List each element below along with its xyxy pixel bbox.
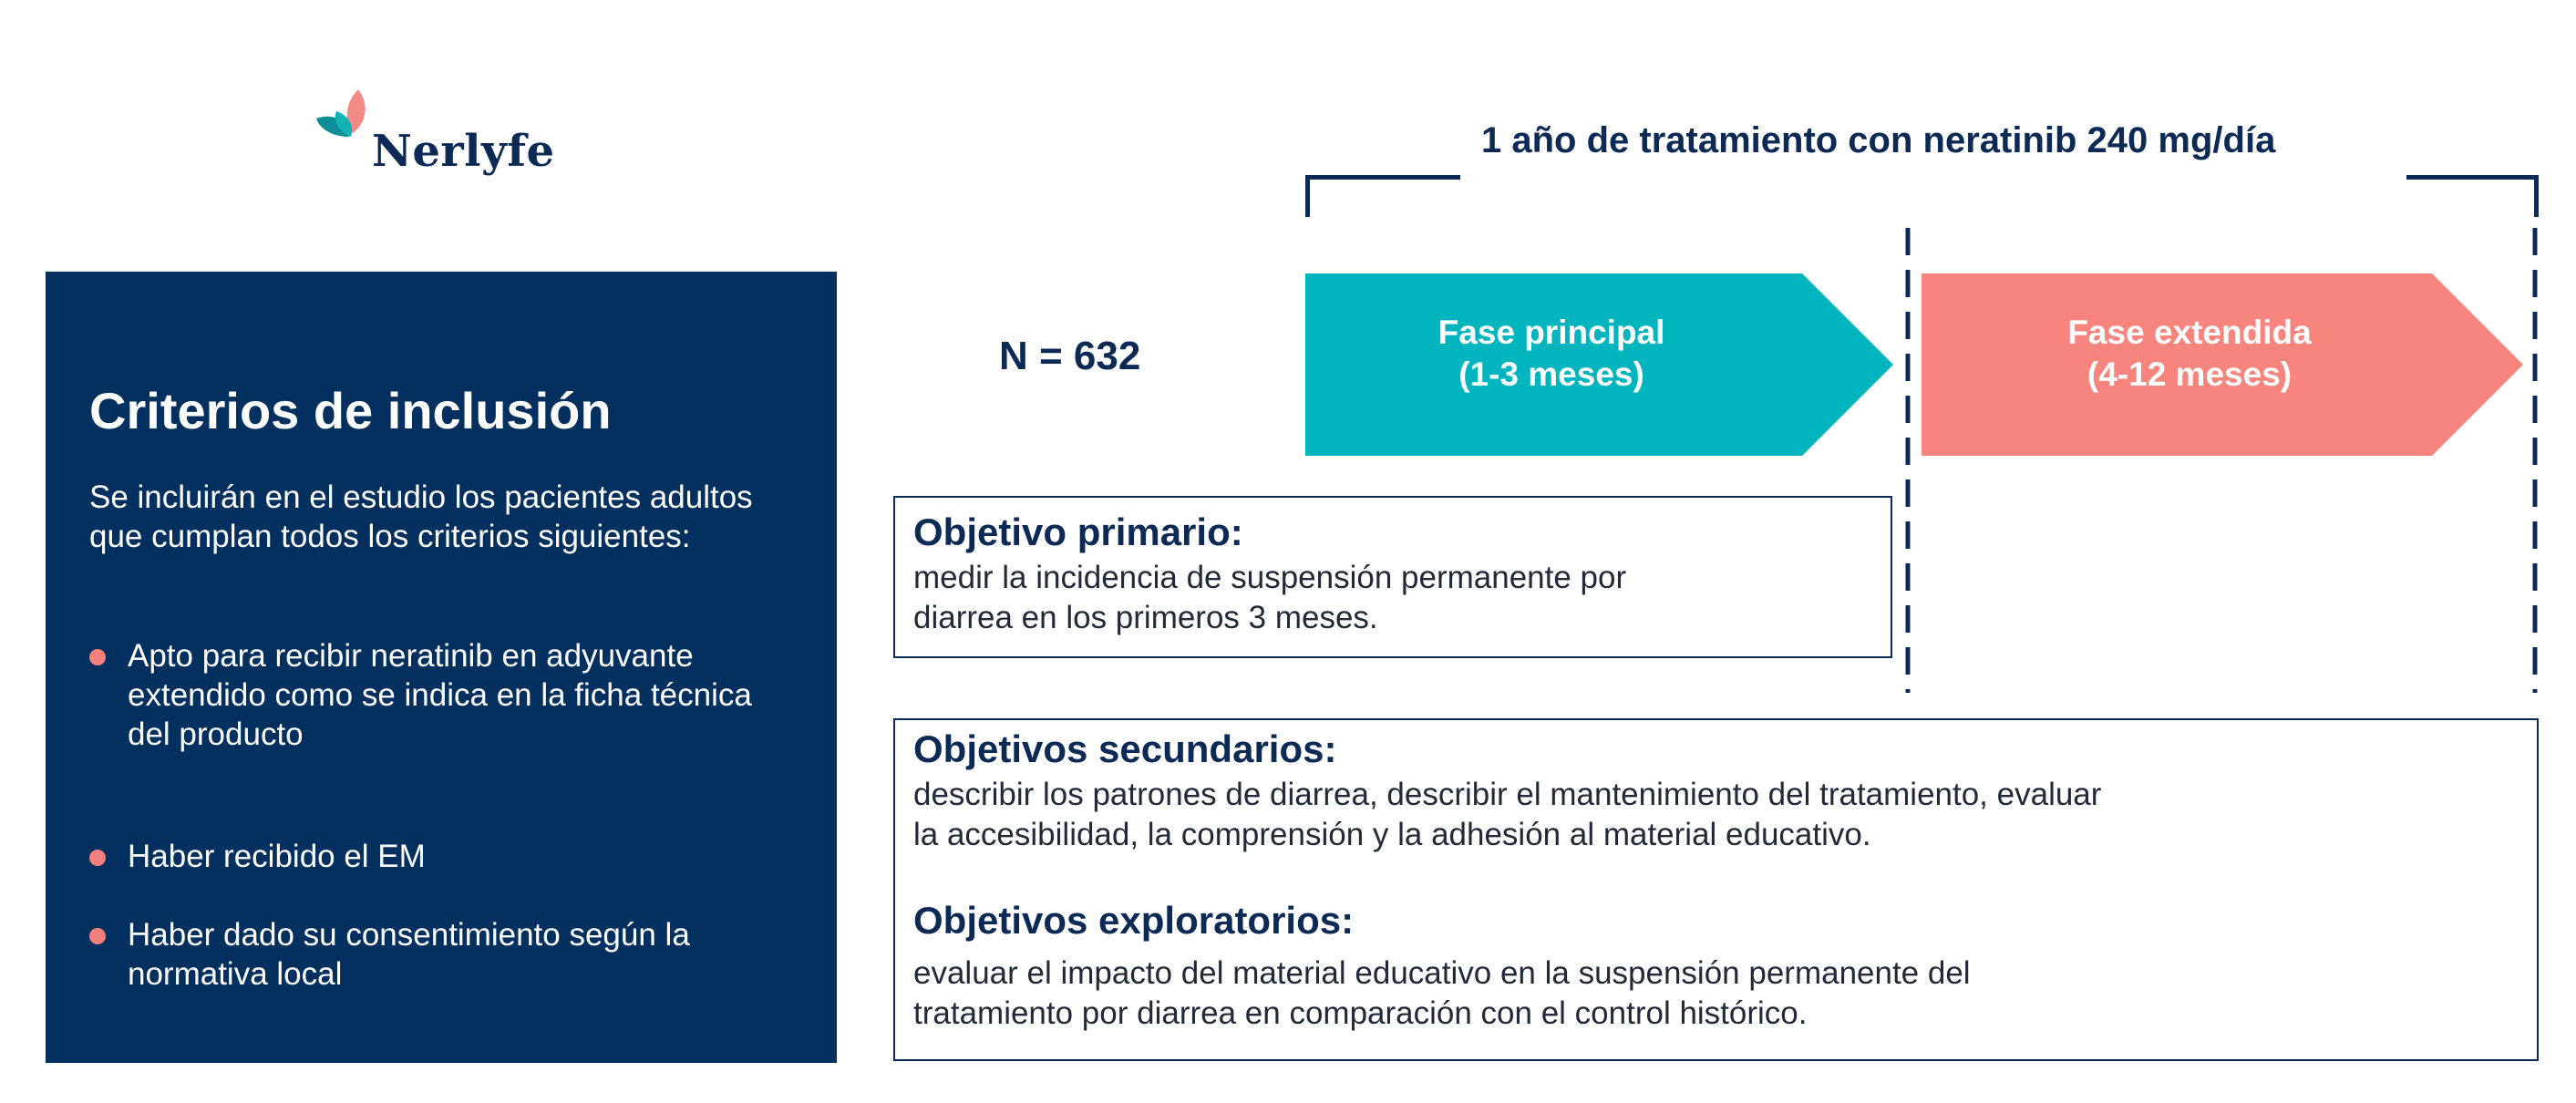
- bracket-left-tick: [1305, 175, 1310, 217]
- primary-objective-box: [893, 496, 1892, 658]
- phase-extendida-label: [1953, 312, 2427, 396]
- phase-extendida-period: (4-12 meses): [2087, 356, 2293, 393]
- primary-objective-line: diarrea en los primeros 3 meses.: [913, 600, 1378, 635]
- bullet-icon: [89, 850, 106, 866]
- primary-objective-text: [913, 558, 1880, 638]
- phase-extendida-name: Fase extendida: [2067, 314, 2312, 351]
- secondary-objectives-text: [913, 775, 2518, 855]
- criteria-item-text: Haber recibido el EM: [128, 839, 426, 874]
- sample-size-label: N = 632: [999, 334, 1141, 378]
- phase-principal-label: [1314, 312, 1788, 396]
- criteria-item-text: Haber dado su consentimiento según la normativa local: [128, 917, 690, 992]
- bullet-icon: [89, 928, 106, 944]
- secondary-objectives-line: la accesibilidad, la comprensión y la adhesión al material educativo.: [913, 817, 1871, 852]
- criteria-title: Criterios de inclusión: [89, 382, 612, 439]
- bracket-left-horizontal: [1305, 175, 1460, 180]
- criteria-intro: Se incluirán en el estudio los pacientes adultos que cumplan todos los criterios siguientes:: [89, 479, 753, 554]
- phase-principal-name: Fase principal: [1437, 314, 1665, 351]
- exploratory-objectives-text: [913, 954, 2518, 1034]
- secondary-objectives-box: [893, 718, 2539, 1061]
- criteria-item: [89, 915, 782, 994]
- primary-objective-line: medir la incidencia de suspensión permanente por: [913, 560, 1627, 595]
- secondary-objectives-title: Objetivos secundarios:: [913, 727, 1337, 770]
- primary-objective-title: Objetivo primario:: [913, 510, 1243, 553]
- logo-wordmark: Nerlyfe: [372, 126, 555, 177]
- exploratory-objectives-line: tratamiento por diarrea en comparación con el control histórico.: [913, 995, 1808, 1031]
- exploratory-objectives-line: evaluar el impacto del material educativo en la suspensión permanente del: [913, 955, 1971, 991]
- phase-end-line: [2530, 228, 2540, 693]
- treatment-duration-label: 1 año de tratamiento con neratinib 240 mg/día: [1481, 120, 2276, 160]
- phase-divider-line: [1903, 228, 1912, 693]
- bracket-right-horizontal: [2406, 175, 2539, 180]
- exploratory-objectives-title: Objetivos exploratorios:: [913, 899, 1355, 942]
- phase-principal-period: (1-3 meses): [1458, 356, 1644, 393]
- criteria-item: [89, 837, 782, 876]
- secondary-objectives-line: describir los patrones de diarrea, describir el mantenimiento del tratamiento, evaluar: [913, 777, 2102, 812]
- bullet-icon: [89, 649, 106, 665]
- inclusion-criteria-panel: [46, 272, 837, 1063]
- criteria-item-text: Apto para recibir neratinib en adyuvante extendido como se indica en la ficha técnica del producto: [128, 638, 752, 752]
- criteria-item: [89, 636, 782, 754]
- bracket-right-tick: [2534, 175, 2539, 217]
